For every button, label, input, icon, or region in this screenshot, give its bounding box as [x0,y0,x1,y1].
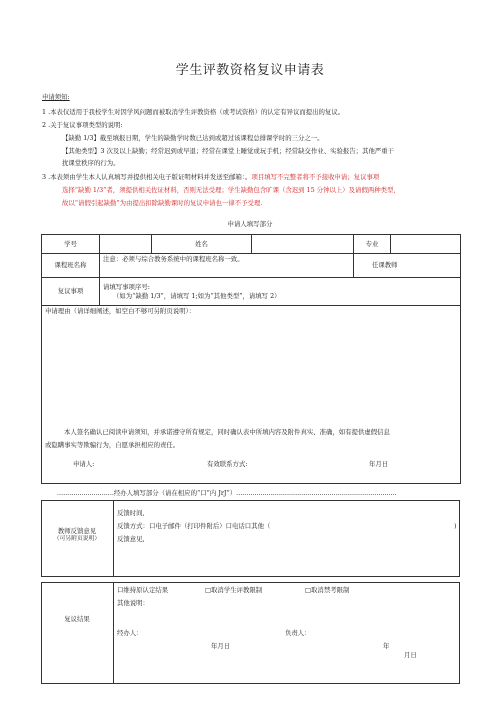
feedback-method[interactable]: 反馈方式：口电子邮件（打印件附后）口电话口其他（ [117,522,271,530]
option-maintain[interactable]: 口维持原认定结果 [117,586,169,594]
note-3-line2: 选择“缺勤 1/3”者，须提供相关佐证材料，否则无法受理；学生缺勤包含旷课（含迟到 15 分钟以上）及请假两种类型， [62,186,400,194]
item-instruction: 请填写事项序号: [103,282,150,291]
name-label: 姓名 [152,235,252,254]
note-2a: 【缺勤 1/3】截至填报日期，学生的缺勤学时数已达到或超过该课程总排课学时的三分之一。 [62,134,324,142]
course-field[interactable] [100,254,354,278]
note-2b-line1: 【其他类型】3 次及以上缺勤；经常迟到或早退；经常在课堂上睡觉或玩手机；经常缺交作业、实验报告；其他严重干 [62,147,395,155]
major-label: 专业 [354,235,391,254]
teacher-label: 任课教师 [372,261,398,270]
applicant-table [41,234,461,484]
dots-right: ............................................................................... [236,489,397,497]
handler-signature-label: 经办人： [117,629,143,637]
handler-section-label: 经办人填写部分（请在相应的“口”内 JrJ”） [113,489,237,497]
option-cancel-eval-limit[interactable]: □取消学生评教限制 [205,586,263,594]
handler-section-divider [57,489,457,498]
feedback-time[interactable]: 反馈时间, [117,509,145,517]
review-result-divider [113,582,114,684]
feedback-method-close: ) [454,522,457,530]
note-3-text: 3 .本表须由学生本人认真填写并提供相关电子版证明材料并发送至邮箱：。 [42,173,252,181]
responsible-date-monthday: 月日 [404,651,417,659]
reason-label: 申请理由（请详细阐述，如空白不够可另附页说明）： [45,307,196,315]
note-3-warning: 项目填写不完整者将不予接收申请；复议事项 [251,173,380,181]
option-cancel-exam-limit[interactable]: □取消禁考限制 [305,586,350,594]
applicant-date: 年月日 [369,460,389,468]
responsible-signature-label: 负责人： [285,629,311,637]
note-3-line3: 故以“请假引起缺勤”为由提出扣除缺勤课时的复议申请也一律不予受理. [62,199,263,207]
applicant-signature-label: 申请人: [73,460,95,468]
student-id-label: 学号 [42,235,100,254]
teacher-feedback-title: 教师反馈意见 [57,527,97,535]
teacher-feedback-divider [113,500,114,577]
declaration-line1: 本人签名确认已阅读申请须知，并承诺遵守所有规定，同时确认表中所填内容及附件真实、准确，如有提供虚假信息 [64,428,390,436]
course-label: 课程班名称 [42,254,100,278]
contact-label: 有效联系方式: [207,460,248,468]
other-remarks-label[interactable]: 其他说明： [117,599,149,607]
name-field[interactable] [252,235,354,254]
page-title: 学生评教资格复议申请表 [175,63,325,78]
notes-heading: 申请须知: [42,93,70,101]
note-3-line1 [42,173,482,182]
item-hint: （如为“缺勤 1/3”，请填写 1;如为“其他类型”，请填写 2） [113,291,281,300]
student-id-field[interactable] [100,235,152,254]
review-result-box [41,582,460,684]
item-label: 复议事项 [42,278,100,306]
feedback-opinion[interactable]: 反馈意见, [117,535,145,543]
responsible-date-year: 年 [383,642,390,650]
applicant-section-label: 申请人填写部分 [227,220,273,228]
review-result-label: 复议结果 [64,615,90,623]
teacher-feedback-label [41,527,113,543]
course-note: 注意：必须与综合教务系统中的课程班名称一致。 [103,255,244,263]
reason-field[interactable] [42,306,461,484]
teacher-feedback-subtitle: （可另附页说明） [53,535,101,542]
teacher-cell[interactable] [354,254,461,278]
dots-left: ............................ [57,489,114,497]
note-1: 1 .本表仅适用于我校学生对因学风问题而被取消学生评教资格（或考试资格）的认定有异议而提出的复议。 [42,108,345,116]
declaration-line2: 或隐瞒事实等欺骗行为，自愿承担相应的责任。 [45,441,180,449]
note-2b-line2: 扰课堂秩序的行为。 [62,159,120,167]
item-field[interactable] [100,278,461,306]
handler-date: 年月日 [211,642,231,650]
major-field[interactable] [391,235,461,254]
note-2: 2 .关于复议事项类型的说明: [42,121,123,129]
